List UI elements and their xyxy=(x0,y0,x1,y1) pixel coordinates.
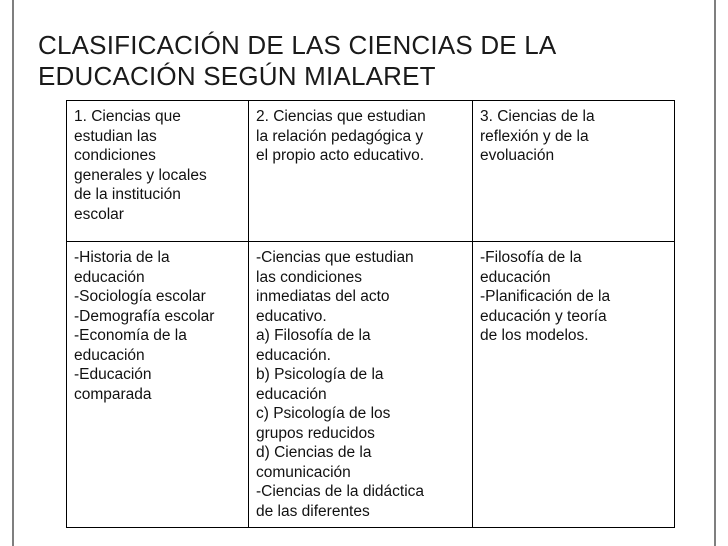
body-2-line: educación xyxy=(256,385,327,403)
body-2-line: d) Ciencias de la xyxy=(256,444,372,461)
header-1-line: 1. Ciencias que xyxy=(74,108,181,125)
slide-border-left xyxy=(12,0,14,546)
header-cell-2 xyxy=(249,101,473,242)
body-1-line: comparada xyxy=(74,385,152,403)
body-3-line: educación xyxy=(480,268,551,286)
body-2-line: -Ciencias de la didáctica xyxy=(256,483,425,500)
body-2-line: educación. xyxy=(256,346,331,364)
header-1-line: estudian las xyxy=(74,127,157,145)
body-1-line: -Educación xyxy=(74,366,152,383)
slide-border-right xyxy=(714,0,716,546)
header-1-line: condiciones xyxy=(74,147,156,164)
body-2-line: a) Filosofía de la xyxy=(256,327,371,344)
body-2-line: inmediatas del acto xyxy=(256,288,390,305)
table-body-row xyxy=(67,242,675,528)
body-3-line: de los modelos. xyxy=(480,327,589,344)
body-1-line: -Economía de la xyxy=(74,327,187,344)
body-1-line: -Demografía escolar xyxy=(74,307,215,325)
title-line-1: CLASIFICACIÓN DE LAS CIENCIAS DE LA xyxy=(38,30,557,60)
header-2-line: el propio acto educativo. xyxy=(256,147,425,164)
header-3-line: 3. Ciencias de la xyxy=(480,108,595,125)
header-cell-1 xyxy=(67,101,249,242)
body-3-line: educación y teoría xyxy=(480,307,607,325)
body-cell-2 xyxy=(249,242,473,528)
title-line-2: EDUCACIÓN SEGÚN MIALARET xyxy=(38,61,436,91)
body-3-line: -Planificación de la xyxy=(480,288,611,305)
body-2-line: b) Psicología de la xyxy=(256,366,384,383)
header-3-line: evoluación xyxy=(480,147,555,164)
body-1-line: educación xyxy=(74,346,145,364)
body-2-line: educativo. xyxy=(256,307,327,325)
body-cell-3 xyxy=(473,242,675,528)
body-1-line: -Historia de la xyxy=(74,249,170,266)
header-cell-3 xyxy=(473,101,675,242)
header-1-line: generales y locales xyxy=(74,166,207,184)
body-2-line: comunicación xyxy=(256,463,351,481)
slide-title xyxy=(38,30,556,92)
body-2-line: de las diferentes xyxy=(256,502,370,520)
body-1-line: -Sociología escolar xyxy=(74,288,206,305)
header-2-line: la relación pedagógica y xyxy=(256,127,424,145)
header-1-line: de la institución xyxy=(74,186,181,203)
body-2-line: las condiciones xyxy=(256,268,362,286)
header-3-line: reflexión y de la xyxy=(480,127,589,145)
body-cell-1 xyxy=(67,242,249,528)
body-3-line: -Filosofía de la xyxy=(480,249,582,266)
header-1-line: escolar xyxy=(74,205,124,223)
table-header-row xyxy=(67,101,675,242)
body-2-line: -Ciencias que estudian xyxy=(256,249,414,266)
classification-table xyxy=(66,100,675,528)
body-1-line: educación xyxy=(74,268,145,286)
body-2-line: grupos reducidos xyxy=(256,424,375,442)
body-2-line: c) Psicología de los xyxy=(256,405,391,422)
header-2-line: 2. Ciencias que estudian xyxy=(256,108,426,125)
